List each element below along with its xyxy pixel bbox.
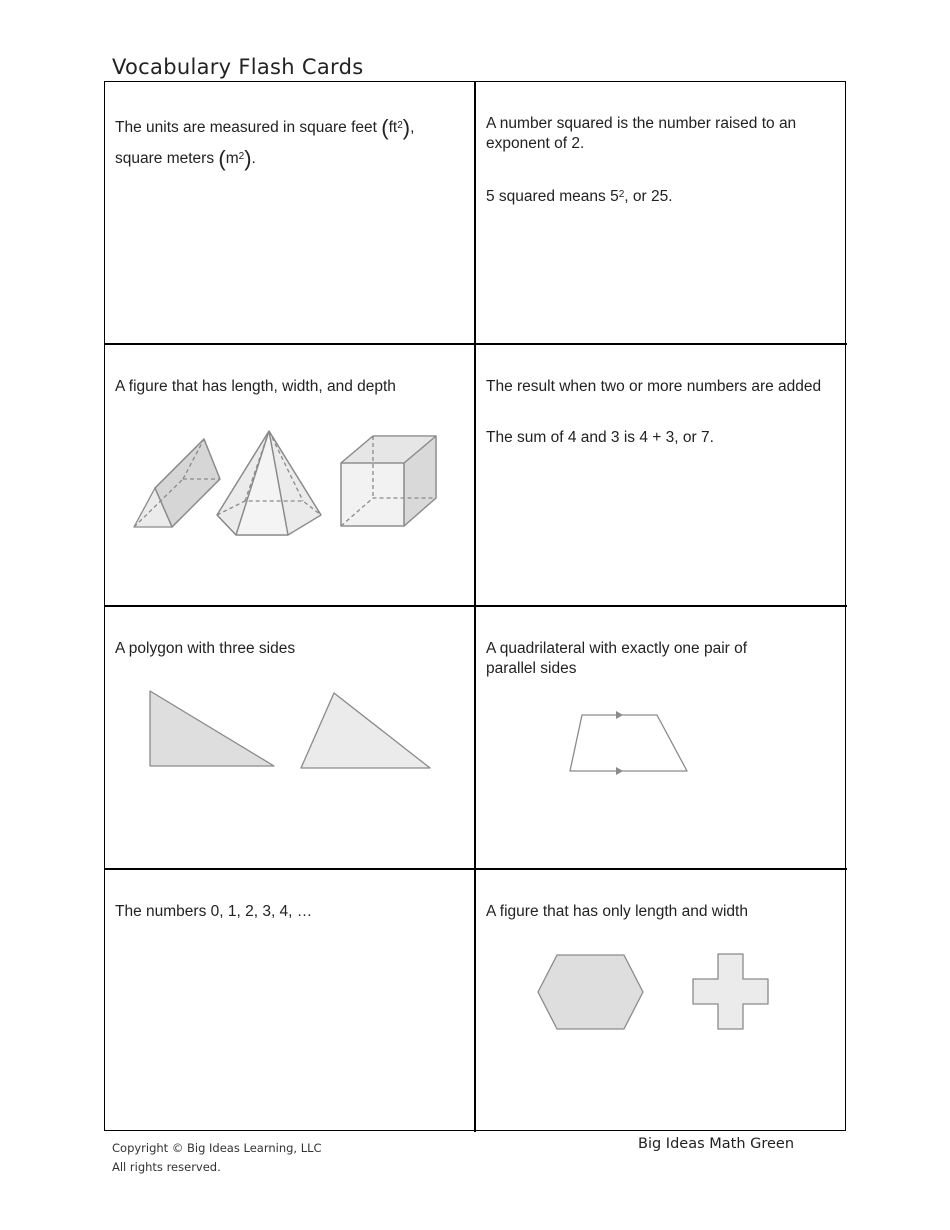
exponent: 2 [397, 120, 403, 131]
hexagon-icon [538, 955, 643, 1029]
card-1-text: The units are measured in square feet [115, 119, 382, 136]
footer-brand: Big Ideas Math Green [638, 1136, 795, 1152]
unit-ft: ft [388, 119, 398, 136]
flash-card-2 [476, 82, 847, 345]
card-5-definition: A polygon with three sides [115, 640, 296, 657]
flash-card-7 [105, 870, 476, 1133]
card-2-definition: A number squared is the number raised to an exponent of 2. [486, 115, 797, 152]
rights-text: All rights reserved. [112, 1160, 221, 1174]
comma: , [410, 119, 415, 136]
exponent: 2 [618, 189, 625, 200]
plane-figures [476, 945, 846, 1035]
cube-icon [341, 436, 436, 526]
flash-card-6 [476, 607, 847, 870]
flash-card-4 [476, 345, 847, 608]
solid-figures [105, 405, 475, 545]
flash-card-grid [104, 81, 846, 1131]
page-title: Vocabulary Flash Cards [112, 55, 364, 79]
card-1-line-1: The units are measured in square feet $(ft^2)$, [115, 115, 415, 140]
card-4-example: The sum of 4 and 3 is 4 + 3, or 7. [486, 428, 714, 446]
card-1-text-2: square meters [115, 150, 219, 167]
card-3-definition: A figure that has length, width, and depth [115, 377, 396, 395]
exponent: 2 [238, 151, 245, 162]
right-triangle-icon [150, 691, 274, 766]
example-prefix: 5 squared means [486, 188, 611, 205]
card-1-line-2: square meters $(m^2)$. [115, 146, 256, 171]
card-2-example [486, 187, 833, 207]
unit-m: m [225, 150, 239, 167]
card-8-definition: A figure that has only length and width [486, 902, 748, 920]
flash-card-5 [105, 607, 476, 870]
card-6-definition: A quadrilateral with exactly one pair of parallel sides [486, 640, 748, 677]
triangle-figures [105, 677, 475, 787]
flash-card-3 [105, 345, 476, 608]
example-suffix: , or 25. [624, 188, 673, 205]
base: 5 [610, 188, 619, 205]
triangular-prism-icon [134, 439, 220, 527]
card-7-definition: The numbers 0, 1, 2, 3, 4, … [115, 902, 313, 920]
flash-card-1 [105, 82, 476, 345]
hexagonal-pyramid-icon [217, 431, 321, 535]
cross-shape-icon [693, 954, 768, 1029]
footer-copyright [112, 1139, 322, 1177]
trapezoid-figure [476, 697, 846, 787]
card-4-definition: The result when two or more numbers are added [486, 377, 822, 395]
copyright-text: Copyright © Big Ideas Learning, LLC [112, 1141, 322, 1155]
flash-card-8 [476, 870, 847, 1133]
scalene-triangle-icon [301, 693, 430, 768]
period: . [251, 150, 256, 167]
trapezoid-icon [570, 711, 687, 775]
